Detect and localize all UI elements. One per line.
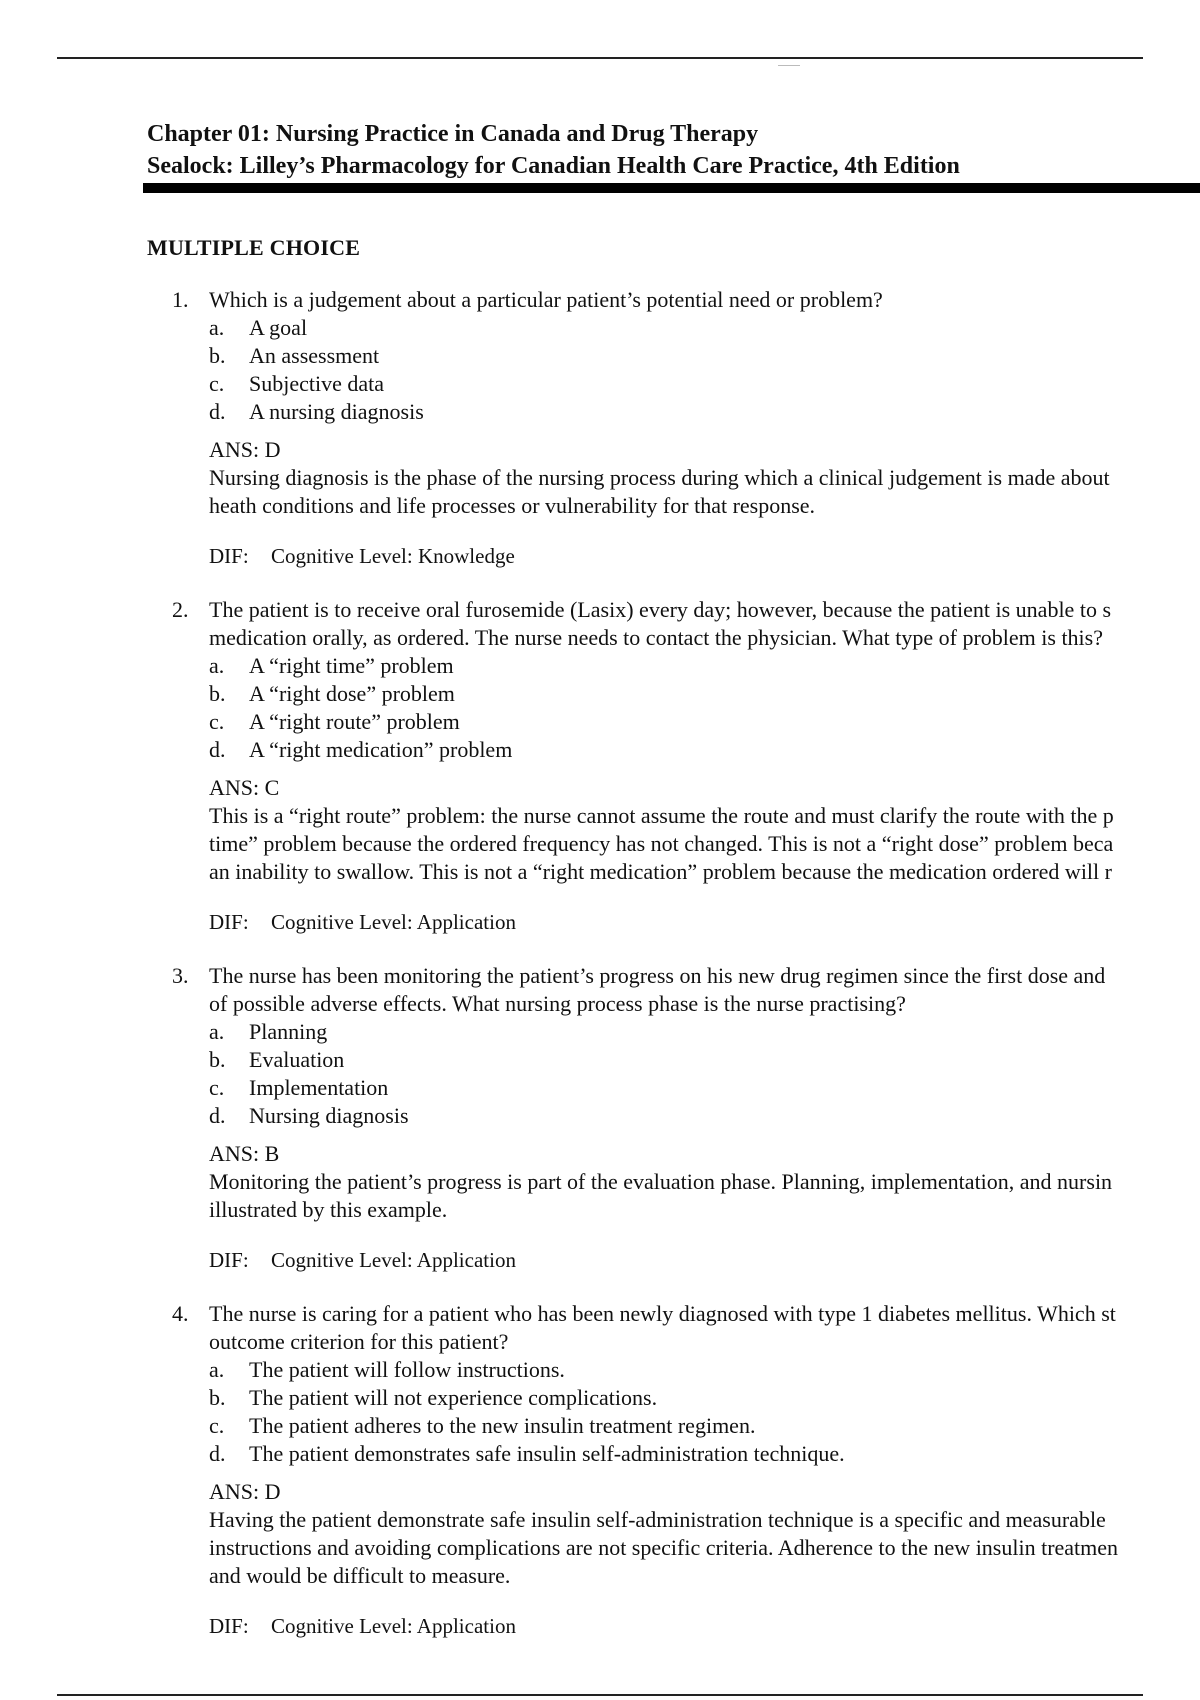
question-1 bbox=[0, 286, 1200, 570]
difficulty bbox=[209, 1246, 1200, 1274]
rationale bbox=[209, 802, 1200, 886]
option-text: An assessment bbox=[249, 343, 380, 368]
answer-option bbox=[0, 1384, 1200, 1412]
answer-option bbox=[0, 708, 1200, 736]
book-title: Sealock: Lilley’s Pharmacology for Canadian Health Care Practice, 4th Edition bbox=[147, 153, 960, 179]
option-letter: d. bbox=[209, 737, 226, 762]
answer-option bbox=[0, 1412, 1200, 1440]
option-text: Planning bbox=[249, 1019, 328, 1044]
answer-key: ANS: D bbox=[209, 437, 281, 462]
difficulty-value: Cognitive Level: Application bbox=[271, 1614, 516, 1638]
document-header bbox=[147, 118, 1200, 182]
option-letter: a. bbox=[209, 653, 225, 678]
question-stem-line: medication orally, as ordered. The nurse needs to contact the physician. What type of problem is this? bbox=[209, 625, 1103, 650]
difficulty bbox=[209, 1612, 1200, 1640]
option-letter: c. bbox=[209, 371, 225, 396]
difficulty bbox=[209, 908, 1200, 936]
difficulty-value: Cognitive Level: Knowledge bbox=[271, 544, 515, 568]
answer-option bbox=[0, 342, 1200, 370]
question-stem-line: The nurse is caring for a patient who has been newly diagnosed with type 1 diabetes mellitus. Which st bbox=[209, 1301, 1116, 1326]
rationale bbox=[209, 464, 1200, 520]
option-text: The patient demonstrates safe insulin self-administration technique. bbox=[249, 1441, 845, 1466]
option-text: A goal bbox=[249, 315, 308, 340]
option-text: A nursing diagnosis bbox=[249, 399, 424, 424]
option-letter: d. bbox=[209, 399, 226, 424]
answer-option bbox=[0, 1440, 1200, 1468]
header-bar bbox=[143, 183, 1200, 193]
option-letter: a. bbox=[209, 1019, 225, 1044]
rationale-line: instructions and avoiding complications are not specific criteria. Adherence to the new insulin treatmen bbox=[209, 1535, 1119, 1560]
question-4 bbox=[0, 1300, 1200, 1640]
rationale bbox=[209, 1506, 1200, 1590]
option-text: A “right dose” problem bbox=[249, 681, 455, 706]
answer-option bbox=[0, 314, 1200, 342]
rationale-line: and would be difficult to measure. bbox=[209, 1563, 511, 1588]
answer-option bbox=[0, 398, 1200, 426]
answer-options bbox=[0, 1018, 1200, 1130]
question-stem-line: The nurse has been monitoring the patient’s progress on his new drug regimen since the first dose and bbox=[209, 963, 1106, 988]
chapter-title: Chapter 01: Nursing Practice in Canada and Drug Therapy bbox=[147, 121, 759, 147]
option-text: Subjective data bbox=[249, 371, 385, 396]
option-letter: d. bbox=[209, 1441, 226, 1466]
option-letter: b. bbox=[209, 343, 226, 368]
question-stem-line: The patient is to receive oral furosemide (Lasix) every day; however, because the patient is unable to s bbox=[209, 597, 1111, 622]
option-letter: b. bbox=[209, 1047, 226, 1072]
option-letter: a. bbox=[209, 1357, 225, 1382]
question-number: 3. bbox=[172, 963, 189, 988]
answer-option bbox=[0, 1074, 1200, 1102]
answer-key: ANS: B bbox=[209, 1141, 280, 1166]
rationale-line: Monitoring the patient’s progress is part of the evaluation phase. Planning, implementation, and nursin bbox=[209, 1169, 1113, 1194]
difficulty-label: DIF: bbox=[209, 544, 249, 568]
option-text: Evaluation bbox=[249, 1047, 345, 1072]
answer-options bbox=[0, 314, 1200, 426]
bottom-rule bbox=[57, 1694, 1143, 1696]
answer-option bbox=[0, 1356, 1200, 1384]
question-number: 1. bbox=[172, 287, 189, 312]
question-number: 2. bbox=[172, 597, 189, 622]
option-text: A “right medication” problem bbox=[249, 737, 513, 762]
question-stem bbox=[209, 962, 1200, 1018]
option-letter: c. bbox=[209, 1075, 225, 1100]
question-list bbox=[0, 286, 1200, 1666]
option-text: The patient adheres to the new insulin treatment regimen. bbox=[249, 1413, 756, 1438]
option-letter: c. bbox=[209, 709, 225, 734]
difficulty-value: Cognitive Level: Application bbox=[271, 910, 516, 934]
answer-options bbox=[0, 652, 1200, 764]
section-heading: MULTIPLE CHOICE bbox=[147, 235, 361, 260]
option-text: Implementation bbox=[249, 1075, 389, 1100]
answer-option bbox=[0, 1018, 1200, 1046]
answer-option bbox=[0, 680, 1200, 708]
rationale-line: heath conditions and life processes or vulnerability for that response. bbox=[209, 493, 816, 518]
top-rule bbox=[57, 57, 1143, 59]
rationale-line: This is a “right route” problem: the nurse cannot assume the route and must clarify the route with the p bbox=[209, 803, 1114, 828]
rationale-line: illustrated by this example. bbox=[209, 1197, 448, 1222]
option-letter: b. bbox=[209, 681, 226, 706]
answer-option bbox=[0, 736, 1200, 764]
option-text: The patient will not experience complications. bbox=[249, 1385, 658, 1410]
difficulty-label: DIF: bbox=[209, 1248, 249, 1272]
scan-artifact bbox=[778, 65, 800, 66]
answer-key: ANS: D bbox=[209, 1479, 281, 1504]
question-stem-line: Which is a judgement about a particular patient’s potential need or problem? bbox=[209, 287, 883, 312]
rationale-line: time” problem because the ordered frequency has not changed. This is not a “right dose” problem beca bbox=[209, 831, 1114, 856]
answer-key: ANS: C bbox=[209, 775, 280, 800]
rationale-line: Having the patient demonstrate safe insulin self-administration technique is a specific and measurable bbox=[209, 1507, 1106, 1532]
option-letter: c. bbox=[209, 1413, 225, 1438]
question-stem bbox=[209, 1300, 1200, 1356]
option-text: The patient will follow instructions. bbox=[249, 1357, 565, 1382]
answer-option bbox=[0, 1046, 1200, 1074]
option-text: Nursing diagnosis bbox=[249, 1103, 409, 1128]
option-letter: b. bbox=[209, 1385, 226, 1410]
answer-option bbox=[0, 652, 1200, 680]
rationale-line: Nursing diagnosis is the phase of the nursing process during which a clinical judgement is made about bbox=[209, 465, 1110, 490]
difficulty-label: DIF: bbox=[209, 910, 249, 934]
question-2 bbox=[0, 596, 1200, 936]
question-stem bbox=[209, 596, 1200, 652]
option-letter: a. bbox=[209, 315, 225, 340]
option-text: A “right time” problem bbox=[249, 653, 454, 678]
question-stem bbox=[209, 286, 1200, 314]
rationale-line: an inability to swallow. This is not a “right medication” problem because the medication ordered will r bbox=[209, 859, 1112, 884]
answer-options bbox=[0, 1356, 1200, 1468]
question-stem-line: of possible adverse effects. What nursing process phase is the nurse practising? bbox=[209, 991, 906, 1016]
option-text: A “right route” problem bbox=[249, 709, 460, 734]
rationale bbox=[209, 1168, 1200, 1224]
difficulty-value: Cognitive Level: Application bbox=[271, 1248, 516, 1272]
answer-option bbox=[0, 370, 1200, 398]
question-3 bbox=[0, 962, 1200, 1274]
difficulty bbox=[209, 542, 1200, 570]
answer-option bbox=[0, 1102, 1200, 1130]
question-stem-line: outcome criterion for this patient? bbox=[209, 1329, 509, 1354]
question-number: 4. bbox=[172, 1301, 189, 1326]
option-letter: d. bbox=[209, 1103, 226, 1128]
difficulty-label: DIF: bbox=[209, 1614, 249, 1638]
